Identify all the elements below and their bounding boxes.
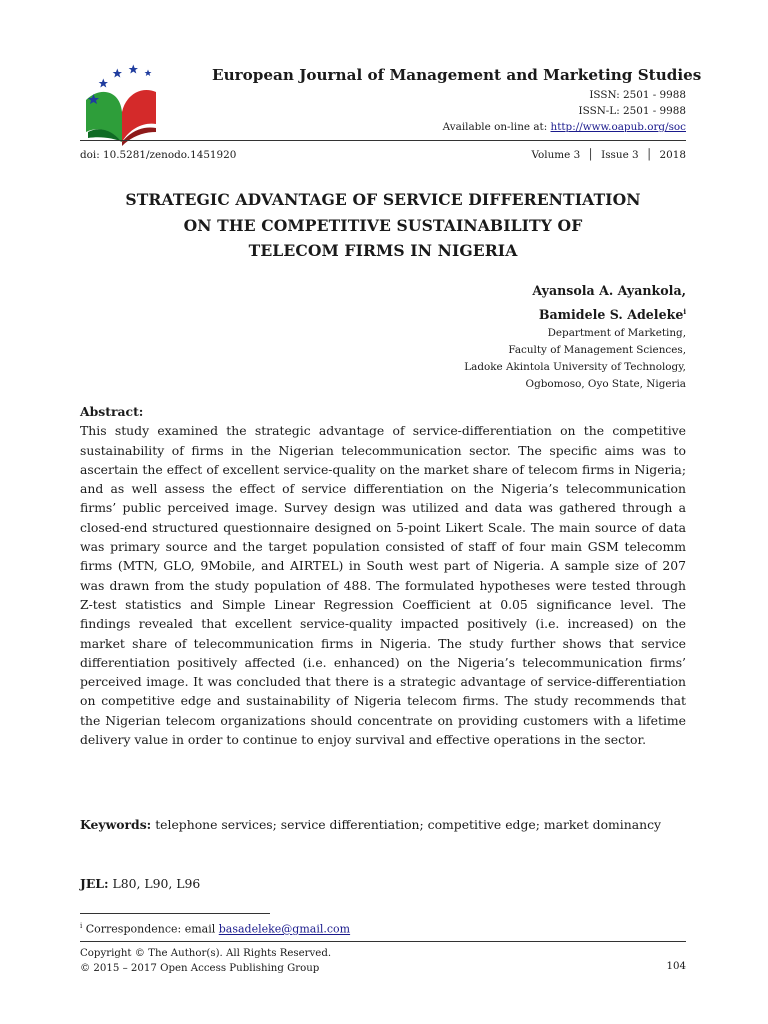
online-prefix: Available on-line at: bbox=[442, 121, 551, 133]
author-name: Bamidele S. Adeleke$^i$ bbox=[538, 307, 686, 323]
jel-text: L80, L90, L96 bbox=[108, 876, 201, 891]
online-availability bbox=[266, 121, 686, 133]
separator: │ bbox=[645, 149, 653, 161]
jel-codes bbox=[80, 876, 200, 891]
affiliation-line: Ladoke Akintola University of Technology, bbox=[464, 361, 686, 374]
title-line: TELECOM FIRMS IN NIGERIA bbox=[248, 241, 518, 260]
journal-url-link[interactable]: http://www.oapub.org/soc bbox=[550, 121, 686, 133]
footer-divider bbox=[80, 941, 686, 942]
abstract-heading: Abstract: bbox=[80, 404, 144, 419]
footnote-mark: i bbox=[80, 922, 83, 930]
affiliation-line: Faculty of Management Sciences, bbox=[508, 344, 686, 357]
correspondence-email-link[interactable]: basadeleke@gmail.com bbox=[218, 922, 351, 936]
keywords-text: telephone services; service differentiation; competitive edge; market dominancy bbox=[151, 817, 662, 832]
keywords-section bbox=[80, 815, 686, 834]
separator: │ bbox=[587, 149, 594, 161]
header-divider bbox=[80, 140, 686, 141]
title-line: ON THE COMPETITIVE SUSTAINABILITY OF bbox=[183, 215, 583, 235]
affiliation-line: Ogbomoso, Oyo State, Nigeria bbox=[525, 378, 686, 391]
author-block bbox=[464, 280, 686, 393]
jel-label: JEL: bbox=[80, 876, 109, 891]
volume-issue-year bbox=[531, 149, 686, 161]
year: 2018 bbox=[659, 149, 686, 161]
author-name: Ayansola A. Ayankola, bbox=[532, 283, 686, 298]
footnote-mark: i bbox=[683, 307, 686, 316]
issue: Issue 3 bbox=[601, 149, 639, 161]
affiliation-line: Department of Marketing, bbox=[547, 327, 686, 340]
title-line: STRATEGIC ADVANTAGE OF SERVICE DIFFERENTIATION bbox=[125, 190, 641, 209]
keywords-label: Keywords: bbox=[80, 817, 152, 832]
abstract-section bbox=[80, 402, 686, 749]
open-book-stars-logo bbox=[80, 60, 160, 148]
volume: Volume 3 bbox=[531, 149, 581, 161]
copyright-line: Copyright © The Author(s). All Rights Reserved. bbox=[80, 948, 332, 959]
footnote-prefix: Correspondence: email bbox=[82, 922, 219, 936]
issn-l: ISSN-L: 2501 - 9988 bbox=[578, 105, 686, 117]
issn: ISSN: 2501 - 9988 bbox=[589, 89, 686, 101]
footnote-divider bbox=[80, 913, 270, 914]
page-number: 104 bbox=[666, 961, 686, 972]
doi: doi: 10.5281/zenodo.1451920 bbox=[80, 149, 237, 161]
copyright-line: © 2015 – 2017 Open Access Publishing Group bbox=[80, 962, 320, 974]
copyright-block bbox=[80, 947, 331, 976]
correspondence-footnote bbox=[80, 922, 350, 936]
journal-title: European Journal of Management and Marketing Studies bbox=[212, 66, 702, 84]
paper-title bbox=[80, 187, 686, 264]
abstract-text: This study examined the strategic advantage of service-differentiation on the competitive sustainability of firms in the Nigerian telecommunication sector. The specific aims was to ascertain the effect of excellent service-quality on the market share of telecom firms in Nigeria; and as well assess the effect of service differentiation on the Nigeria’s telecommunication firms’ public perceived image. Survey design was utilized and data was gathered through a closed-end structured questionnaire designed on 5-point Likert Scale. The main source of data was primary source and the target population consisted of staff of four main GSM telecomm firms (MTN, GLO, 9Mobile, and AIRTEL) in South west part of Nigeria. A sample size of 207 was drawn from the study population of 488. The formulated hypotheses were tested through Z-test statistics and Simple Linear Regression Coefficient at 0.05 significance level. The findings revealed that excellent service-quality impacted positively (i.e. increased) on the market share of telecommunication firms in Nigeria. The study further shows that service differentiation positively affected (i.e. enhanced) on the Nigeria’s telecommunication firms’ perceived image. It was concluded that there is a strategic advantage of service-differentiation on competitive edge and sustainability of Nigeria telecom firms. The study recommends that the Nigerian telecom organizations should concentrate on providing customers with a lifetime delivery value in order to continue to enjoy survival and effective operations in the sector. bbox=[80, 423, 686, 748]
